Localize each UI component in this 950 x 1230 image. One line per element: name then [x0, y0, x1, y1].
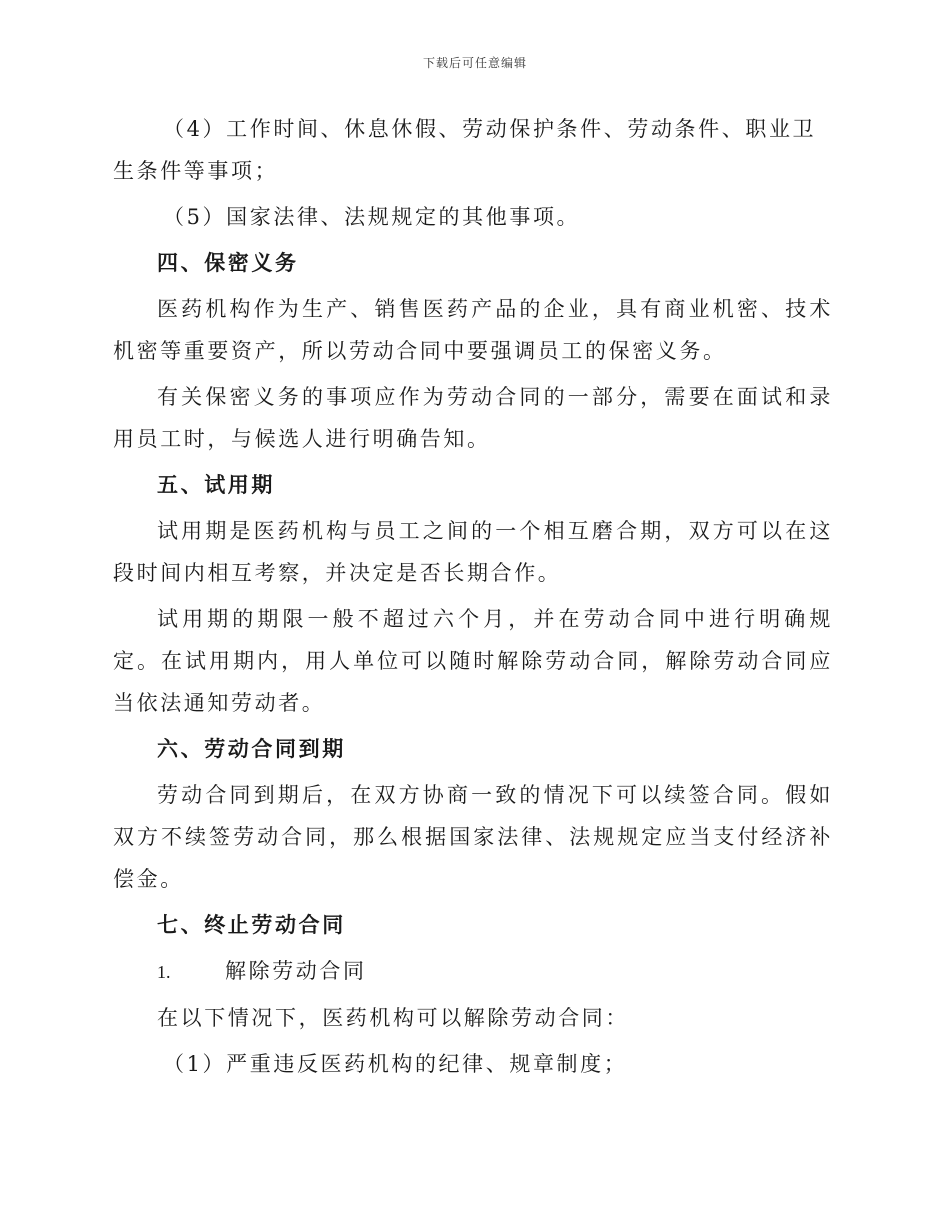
section-heading-termination: 七、终止劳动合同	[157, 913, 346, 937]
section-heading-probation: 五、试用期	[157, 473, 275, 497]
numbered-subheading	[113, 950, 833, 993]
subheading-number: 1.	[157, 962, 171, 982]
paragraph-confidentiality-2: 有关保密义务的事项应作为劳动合同的一部分，需要在面试和录用员工时，与候选人进行明确告知。	[113, 385, 833, 451]
list-item-termination-1: （1）严重违反医药机构的纪律、规章制度；	[163, 1052, 628, 1076]
paragraph-termination-intro: 在以下情况下，医药机构可以解除劳动合同：	[157, 1006, 629, 1030]
paragraph-probation-1: 试用期是医药机构与员工之间的一个相互磨合期，双方可以在这段时间内相互考察，并决定是否长期合作。	[113, 519, 833, 585]
subheading-text: 解除劳动合同	[225, 959, 367, 983]
page-header: 下载后可任意编辑	[422, 56, 527, 70]
section-heading-contract-expiry: 六、劳动合同到期	[157, 737, 346, 761]
section-heading-confidentiality: 四、保密义务	[157, 251, 299, 275]
paragraph-contract-expiry: 劳动合同到期后，在双方协商一致的情况下可以续签合同。假如双方不续签劳动合同，那么根据国家法律、法规规定应当支付经济补偿金。	[113, 783, 833, 891]
paragraph-confidentiality-1: 医药机构作为生产、销售医药产品的企业，具有商业机密、技术机密等重要资产，所以劳动合同中要强调员工的保密义务。	[113, 297, 833, 363]
list-item-4: （4）工作时间、休息休假、劳动保护条件、劳动条件、职业卫生条件等事项；	[113, 117, 817, 183]
paragraph-probation-2: 试用期的期限一般不超过六个月，并在劳动合同中进行明确规定。在试用期内，用人单位可以随时解除劳动合同，解除劳动合同应当依法通知劳动者。	[113, 607, 833, 715]
list-item-5: （5）国家法律、法规规定的其他事项。	[163, 205, 581, 229]
document-body	[113, 108, 833, 1089]
